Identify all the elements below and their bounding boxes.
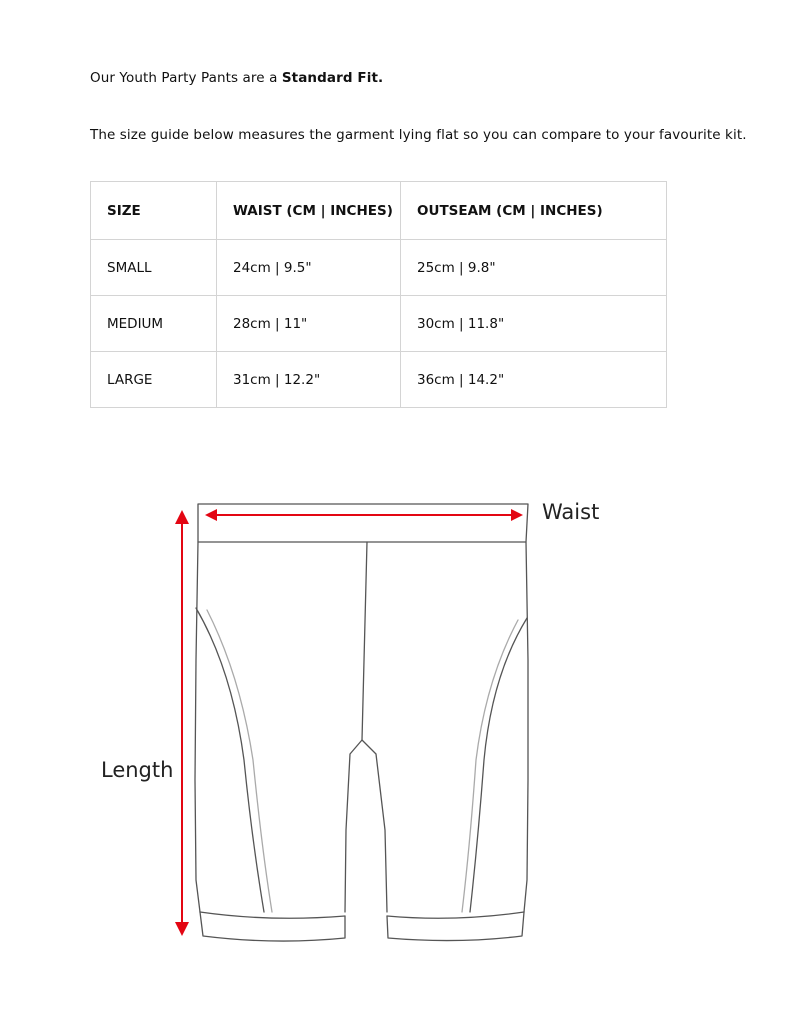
fit-label: Standard Fit. (281, 70, 384, 86)
left-hem-top (200, 912, 345, 918)
header-waist: WAIST (CM | INCHES) (217, 182, 401, 240)
cell-waist: 31cm | 12.2" (217, 352, 401, 408)
intro-text (90, 70, 383, 86)
waist-label: Waist (542, 500, 600, 524)
cell-outseam: 30cm | 11.8" (401, 296, 667, 352)
center-seam-left (345, 542, 367, 912)
table-row (91, 240, 667, 296)
size-table (90, 181, 667, 408)
waist-arrow-right-head (511, 509, 523, 521)
cell-waist: 24cm | 9.5" (217, 240, 401, 296)
waistband (198, 504, 528, 542)
waist-arrow (205, 509, 523, 521)
cell-waist: 28cm | 11" (217, 296, 401, 352)
left-hem (200, 912, 345, 941)
waist-arrow-left-head (205, 509, 217, 521)
header-outseam: OUTSEAM (CM | INCHES) (401, 182, 667, 240)
shorts-illustration (0, 460, 800, 980)
guide-text: The size guide below measures the garment lying flat so you can compare to your favourite kit. (90, 127, 747, 143)
cell-size: SMALL (91, 240, 217, 296)
cell-outseam: 25cm | 9.8" (401, 240, 667, 296)
cell-size: LARGE (91, 352, 217, 408)
right-hem (387, 912, 524, 941)
left-panel-seam (196, 608, 264, 912)
left-outseam (195, 542, 200, 912)
shorts-outline (195, 504, 528, 941)
length-arrow-bottom-head (175, 922, 189, 936)
length-label: Length (101, 758, 174, 782)
length-arrow (175, 510, 189, 936)
center-seam-right (362, 740, 387, 912)
table-header-row (91, 182, 667, 240)
header-size: SIZE (91, 182, 217, 240)
cell-outseam: 36cm | 14.2" (401, 352, 667, 408)
size-diagram (0, 460, 800, 980)
right-panel-seam-inner (462, 620, 518, 912)
cell-size: MEDIUM (91, 296, 217, 352)
length-arrow-top-head (175, 510, 189, 524)
intro-lead: Our Youth Party Pants are a (90, 70, 282, 86)
right-outseam (524, 542, 528, 912)
left-panel-seam-inner (207, 610, 272, 912)
table-row (91, 296, 667, 352)
table-row (91, 352, 667, 408)
right-hem-top (387, 912, 524, 918)
